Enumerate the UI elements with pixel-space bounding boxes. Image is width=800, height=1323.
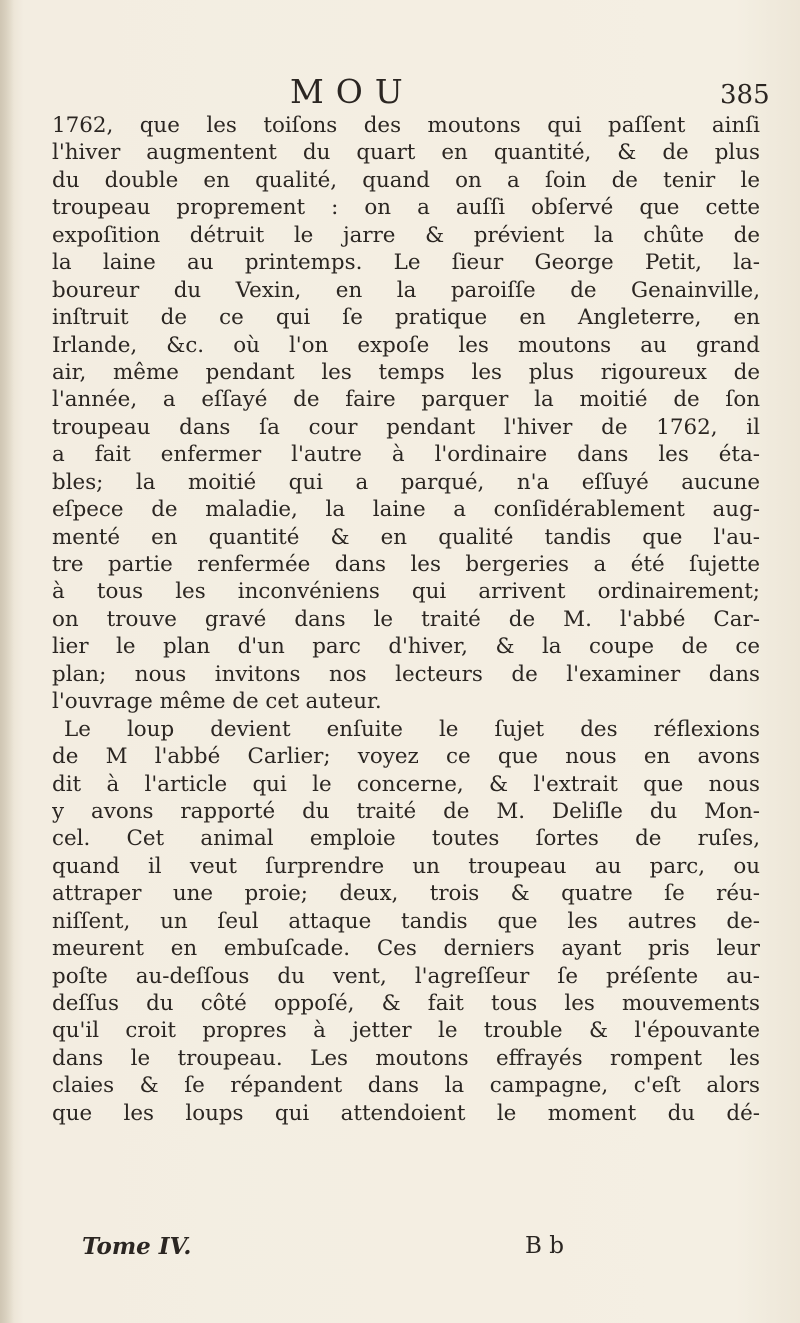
text-line: expoſition détruit le jarre & prévient la chûte de <box>52 222 760 248</box>
text-line: boureur du Vexin, en la paroiſſe de Genainville, <box>52 277 760 303</box>
text-line: 1762, que les toiſons des moutons qui paſſent ainſi <box>52 113 760 138</box>
text-line: attraper une proie; deux, trois & quatre ſe réu- <box>52 881 760 907</box>
text-line: tre partie renfermée dans les bergeries a été ſujette <box>52 552 760 577</box>
text-line: meurent en embuſcade. Ces derniers ayant pris leur <box>52 936 760 962</box>
text-line: l'ouvrage même de cet auteur. <box>52 689 382 715</box>
page-header <box>0 70 800 114</box>
text-line: a fait enfermer l'autre à l'ordinaire dans les éta- <box>52 442 760 468</box>
text-line: inſtruit de ce qui ſe pratique en Angleterre, en <box>52 305 760 331</box>
text-line: l'hiver augmentent du quart en quantité, & de plus <box>52 140 760 166</box>
body-text <box>52 112 760 1127</box>
page-number: 385 <box>720 80 770 110</box>
text-line: claies & ſe répandent dans la campagne, c'eſt alors <box>52 1073 760 1099</box>
text-line: que les loups qui attendoient le moment du dé- <box>52 1100 760 1126</box>
text-line: troupeau proprement : on a auſſi obſervé que cette <box>52 195 760 221</box>
text-line: à tous les inconvéniens qui arrivent ordinairement; <box>52 579 760 605</box>
text-line: deſſus du côté oppoſé, & fait tous les mouvements <box>52 991 760 1016</box>
volume-label: Tome IV. <box>82 1233 192 1260</box>
signature-mark: B b <box>525 1233 564 1259</box>
running-head: MOU <box>290 72 415 111</box>
text-line: plan; nous invitons nos lecteurs de l'examiner dans <box>52 661 760 687</box>
text-line: on trouve gravé dans le traité de M. l'abbé Car- <box>52 606 760 632</box>
text-line: quand il veut ſurprendre un troupeau au parc, ou <box>52 853 760 879</box>
text-line: lier le plan d'un parc d'hiver, & la coupe de ce <box>52 634 760 660</box>
text-line: eſpece de maladie, la laine a conſidérablement aug- <box>52 497 760 523</box>
text-line: niſſent, un ſeul attaque tandis que les autres de- <box>52 908 760 934</box>
text-line: du double en qualité, quand on a ſoin de tenir le <box>52 167 760 193</box>
text-line: y avons rapporté du traité de M. Deliſle du Mon- <box>52 798 760 824</box>
text-line: air, même pendant les temps les plus rigoureux de <box>52 359 760 385</box>
text-line: dans le troupeau. Les moutons effrayés rompent les <box>52 1045 760 1071</box>
text-line: dit à l'article qui le concerne, & l'extrait que nous <box>52 771 760 797</box>
text-line: troupeau dans ſa cour pendant l'hiver de 1762, il <box>52 414 760 440</box>
text-line: bles; la moitié qui a parqué, n'a eſſuyé aucune <box>52 469 760 495</box>
text-line: la laine au printemps. Le ſieur George Petit, la- <box>52 250 760 276</box>
text-line: l'année, a eſſayé de faire parquer la moitié de ſon <box>52 387 760 413</box>
text-line: Le loup devient enſuite le ſujet des réflexions <box>64 716 760 742</box>
page-footer <box>0 1233 800 1265</box>
text-line: poſte au-deſſous du vent, l'agreſſeur ſe préſente au- <box>52 963 760 989</box>
text-line: Irlande, &c. où l'on expoſe les moutons au grand <box>52 332 760 358</box>
page-fold-shadow <box>0 0 14 1323</box>
text-line: de M l'abbé Carlier; voyez ce que nous en avons <box>52 744 760 770</box>
text-line: menté en quantité & en qualité tandis que l'au- <box>52 524 760 550</box>
text-line: cel. Cet animal emploie toutes ſortes de ruſes, <box>52 826 760 852</box>
text-line: qu'il croit propres à jetter le trouble & l'épouvante <box>52 1018 760 1044</box>
